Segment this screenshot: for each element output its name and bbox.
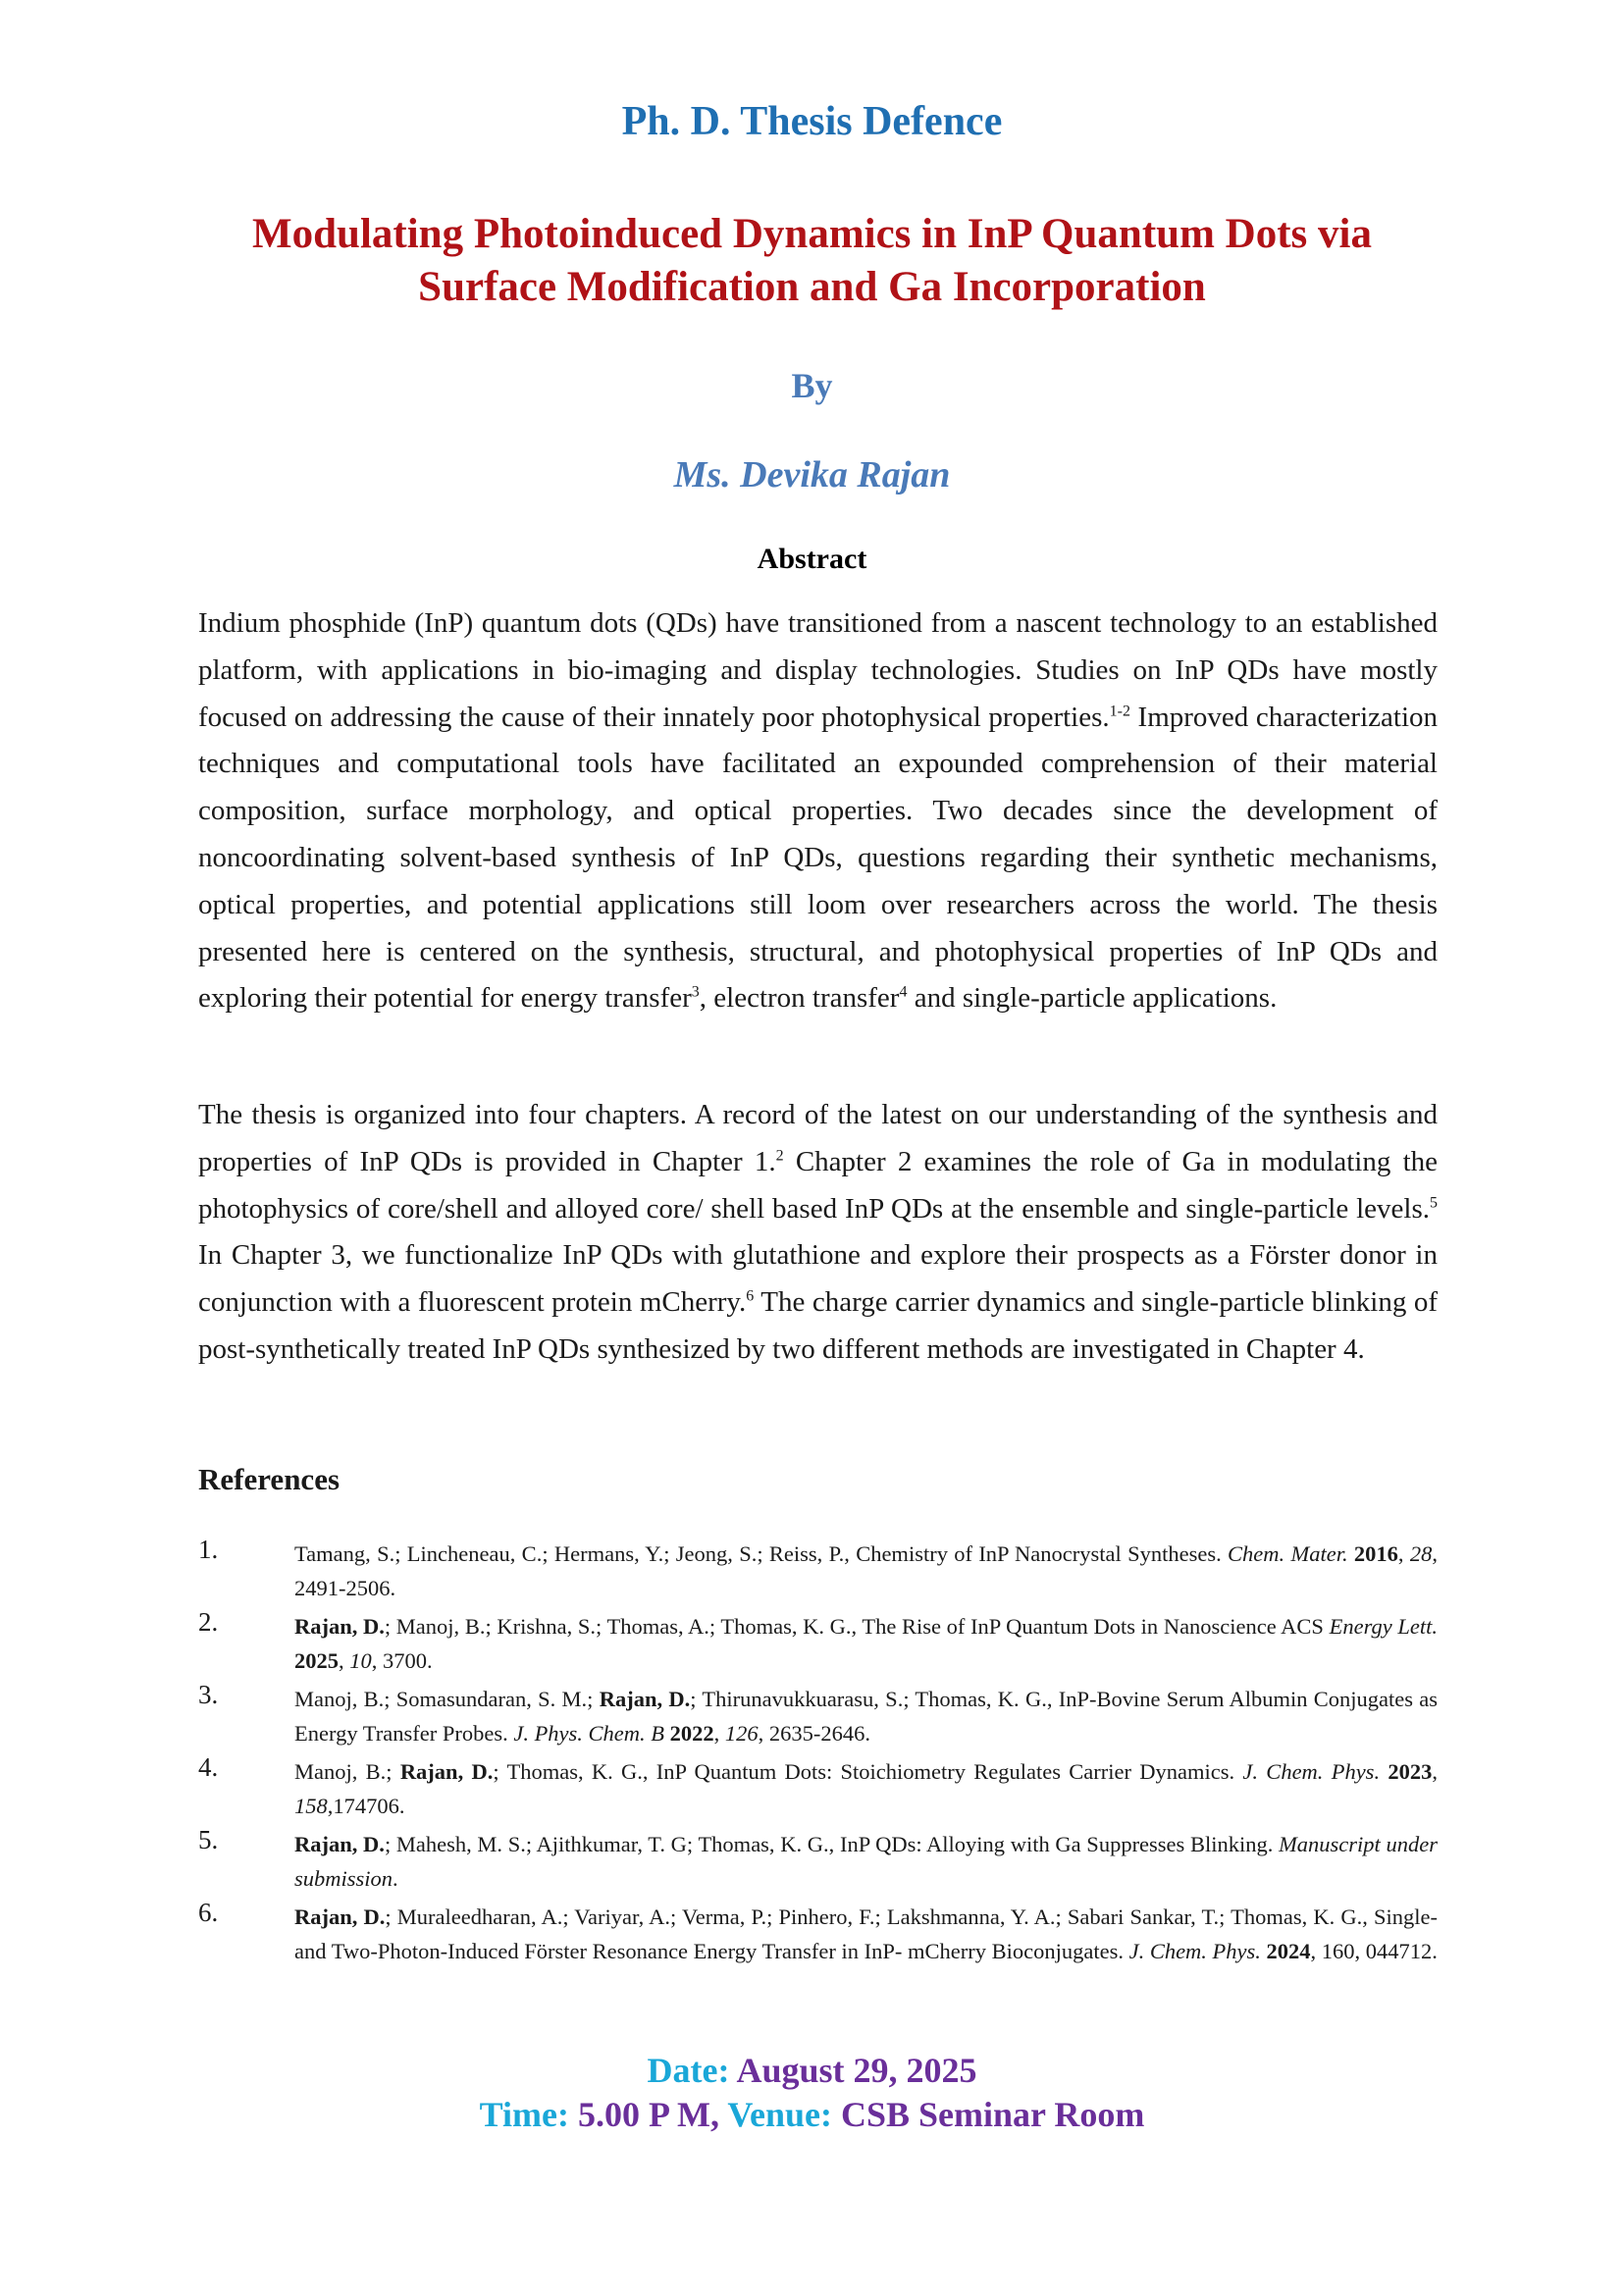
reference-text: Rajan, D.; Mahesh, M. S.; Ajithkumar, T. G; Thomas, K. G., InP QDs: Alloying with Ga Suppresses Blinking. Manuscript under submission.: [294, 1832, 1438, 1891]
reference-item: [198, 1754, 1438, 1823]
reference-text: Manoj, B.; Rajan, D.; Thomas, K. G., InP Quantum Dots: Stoichiometry Regulates Carrier Dynamics. J. Chem. Phys. 2023, 158,174706.: [294, 1759, 1438, 1818]
reference-number: 4.: [198, 1752, 219, 1782]
date-label: Date:: [647, 2051, 737, 2090]
time-value: 5.00 P M,: [577, 2095, 728, 2134]
reference-text: Tamang, S.; Lincheneau, C.; Hermans, Y.; Jeong, S.; Reiss, P., Chemistry of InP Nanocrystal Syntheses. Chem. Mater. 2016, 28, 2491-2506.: [294, 1541, 1438, 1600]
reference-number: 3.: [198, 1680, 219, 1709]
reference-text: Manoj, B.; Somasundaran, S. M.; Rajan, D.; Thirunavukkuarasu, S.; Thomas, K. G., InP-Bovine Serum Albumin Conjugates as Energy Transfer Probes. J. Phys. Chem. B 2022, 126, 2635-2646.: [294, 1687, 1438, 1746]
time-label: Time:: [479, 2095, 578, 2134]
reference-item: [198, 1827, 1438, 1896]
event-heading: Ph. D. Thesis Defence: [621, 99, 1003, 144]
abstract-heading: Abstract: [757, 543, 867, 575]
reference-number: 2.: [198, 1607, 219, 1637]
event-date: [0, 2049, 1624, 2093]
references-heading: References: [198, 1462, 341, 1496]
thesis-title: [0, 208, 1624, 314]
reference-item: [198, 1900, 1438, 1968]
event-time-venue: [0, 2093, 1624, 2137]
reference-item: [198, 1537, 1438, 1605]
reference-number: 1.: [198, 1535, 219, 1564]
reference-text: Rajan, D.; Muraleedharan, A.; Variyar, A.; Verma, P.; Pinhero, F.; Lakshmanna, Y. A.; Sabari Sankar, T.; Thomas, K. G., Single- and Two-Photon-Induced Förster Resonance Energy Transfer in InP- mCherry Bioconjugates. J. Chem. Phys. 2024, 160, 044712.: [294, 1904, 1438, 1963]
reference-number: 6.: [198, 1898, 219, 1927]
thesis-title-line-1: Modulating Photoinduced Dynamics in InP Quantum Dots via: [252, 211, 1372, 257]
reference-item: [198, 1682, 1438, 1750]
venue-label: Venue:: [727, 2095, 841, 2134]
reference-item: [198, 1609, 1438, 1678]
reference-number: 5.: [198, 1825, 219, 1854]
abstract-paragraph-2: The thesis is organized into four chapters. A record of the latest on our understanding of the synthesis and properties of InP QDs is provided in Chapter 1.$^2$ Chapter 2 examines the role of Ga in modulating the photophysics of core/shell and alloyed core/ shell based InP QDs at the ensemble and single-particle levels.$^5$ In Chapter 3, we functionalize InP QDs with glutathione and explore their prospects as a Förster donor in conjunction with a fluorescent protein mCherry.$^6$ The charge carrier dynamics and single-particle blinking of post-synthetically treated InP QDs synthesized by two different methods are investigated in Chapter 4.: [198, 1099, 1438, 1365]
date-value: August 29, 2025: [736, 2051, 977, 2090]
references-list: [198, 1537, 1438, 1972]
reference-text: Rajan, D.; Manoj, B.; Krishna, S.; Thomas, A.; Thomas, K. G., The Rise of InP Quantum Dots in Nanoscience ACS Energy Lett. 2025, 10, 3700.: [294, 1614, 1439, 1673]
by-label: By: [791, 366, 833, 405]
candidate-name: Ms. Devika Rajan: [673, 454, 951, 496]
thesis-title-line-2: Surface Modification and Ga Incorporation: [418, 264, 1206, 310]
venue-value: CSB Seminar Room: [841, 2095, 1145, 2134]
abstract-paragraph-1: Indium phosphide (InP) quantum dots (QDs) have transitioned from a nascent technology to an established platform, with applications in bio-imaging and display technologies. Studies on InP QDs have mostly focused on addressing the cause of their innately poor photophysical properties.$^{1-2}$ Improved characterization techniques and computational tools have facilitated an expounded comprehension of their material composition, surface morphology, and optical properties. Two decades since the development of noncoordinating solvent-based synthesis of InP QDs, questions regarding their synthetic mechanisms, optical properties, and potential applications still loom over researchers across the world. The thesis presented here is centered on the synthesis, structural, and photophysical properties of InP QDs and exploring their potential for energy transfer$^3$, electron transfer$^4$ and single-particle applications.: [198, 607, 1438, 1015]
